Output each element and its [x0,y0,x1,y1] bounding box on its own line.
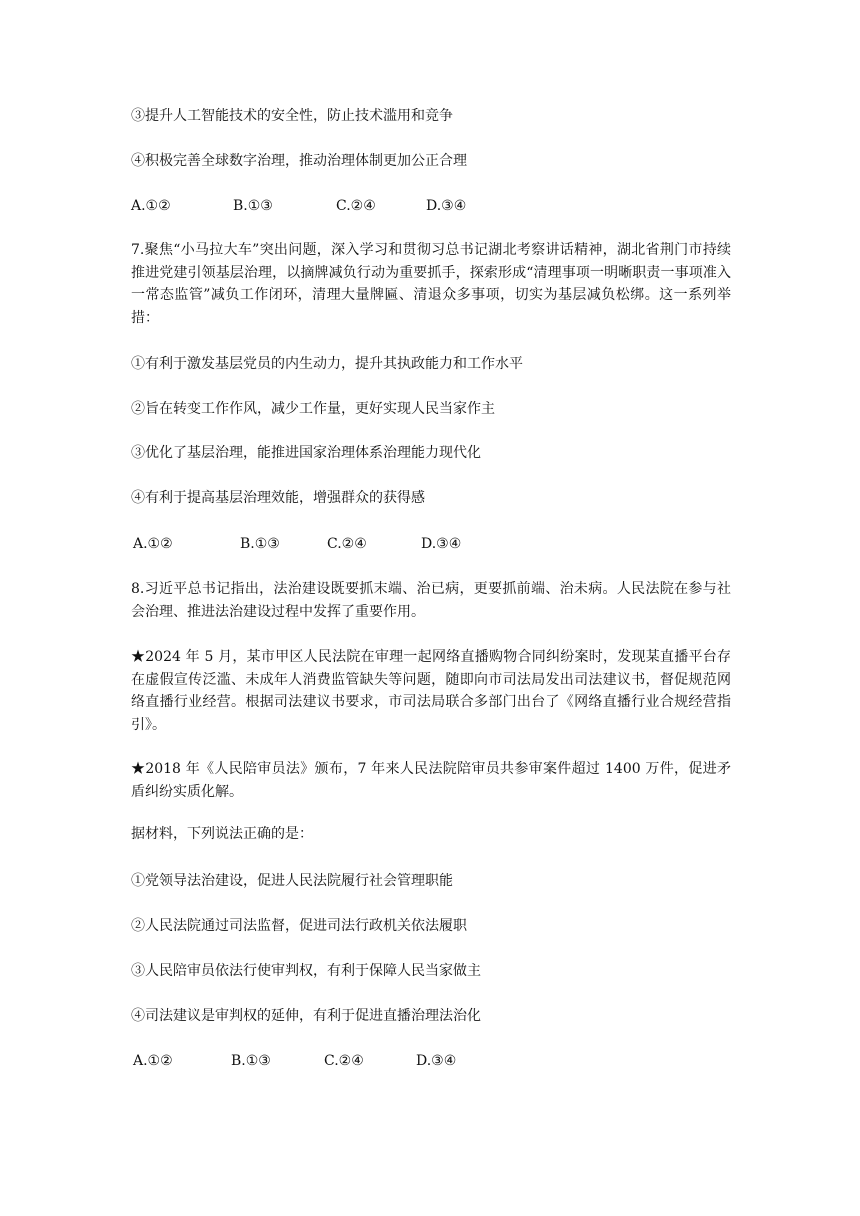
q7-item-4: ④有利于提高基层治理效能，增强群众的获得感 [131,490,425,506]
q7-item-1: ①有利于激发基层党员的内生动力，提升其执政能力和工作水平 [131,356,523,372]
q6-options [131,198,491,214]
q8-option-c: C.②④ [324,1053,364,1069]
q7-option-d: D.③④ [421,536,462,552]
q7-stem: 7.聚焦“小马拉大车”突出问题，深入学习和贯彻习总书记湖北考察讲话精神，湖北省荆门市持续推进党建引领基层治理，以摘牌减负行动为重要抓手，探索形成“清理事项一明晰职责一事项准入一常态监管”减负工作闭环，清理大量牌匾、清退众多事项，切实为基层减负松绑。这一系列举措： [131,242,731,326]
q7-item-3: ③优化了基层治理，能推进国家治理体系治理能力现代化 [131,445,481,461]
q7-option-c: C.②④ [327,536,367,552]
q8-option-d: D.③④ [416,1053,457,1069]
q7-options [133,536,493,552]
q6-item-3: ③提升人工智能技术的安全性，防止技术滥用和竞争 [131,108,453,124]
q8-material-2: ★2018 年《人民陪审员法》颁布，7 年来人民法院陪审员共参审案件超过 1400 万件，促进矛盾纠纷实质化解。 [131,761,731,800]
q8-options [133,1053,493,1069]
q8-material-1: ★2024 年 5 月，某市甲区人民法院在审理一起网络直播购物合同纠纷案时，发现某直播平台存在虚假宣传泛滥、未成年人消费监管缺失等问题，随即向市司法局发出司法建议书，督促规范网络直播行业经营。根据司法建议书要求，市司法局联合多部门出台了《网络直播行业合规经营指引》。 [131,649,731,733]
q7-option-a: A.①② [133,536,173,552]
q8-item-1: ①党领导法治建设，促进人民法院履行社会管理职能 [131,873,453,889]
q8-option-b: B.①③ [231,1053,271,1069]
q6-option-d: D.③④ [426,198,467,214]
q6-option-b: B.①③ [233,198,273,214]
q6-option-a: A.①② [131,198,171,214]
q8-item-4: ④司法建议是审判权的延伸，有利于促进直播治理法治化 [131,1008,481,1024]
q7-item-2: ②旨在转变工作作风，减少工作量，更好实现人民当家作主 [131,401,495,417]
q8-option-a: A.①② [133,1053,173,1069]
q8-item-3: ③人民陪审员依法行使审判权，有利于保障人民当家做主 [131,963,481,979]
q7-option-b: B.①③ [240,536,280,552]
q8-item-2: ②人民法院通过司法监督，促进司法行政机关依法履职 [131,918,467,934]
q8-stem: 8.习近平总书记指出，法治建设既要抓末端、治已病，更要抓前端、治未病。人民法院在参与社会治理、推进法治建设过程中发挥了重要作用。 [131,581,731,620]
q6-item-4: ④积极完善全球数字治理，推动治理体制更加公正合理 [131,153,467,169]
q8-question: 据材料，下列说法正确的是： [131,826,313,842]
q6-option-c: C.②④ [336,198,376,214]
